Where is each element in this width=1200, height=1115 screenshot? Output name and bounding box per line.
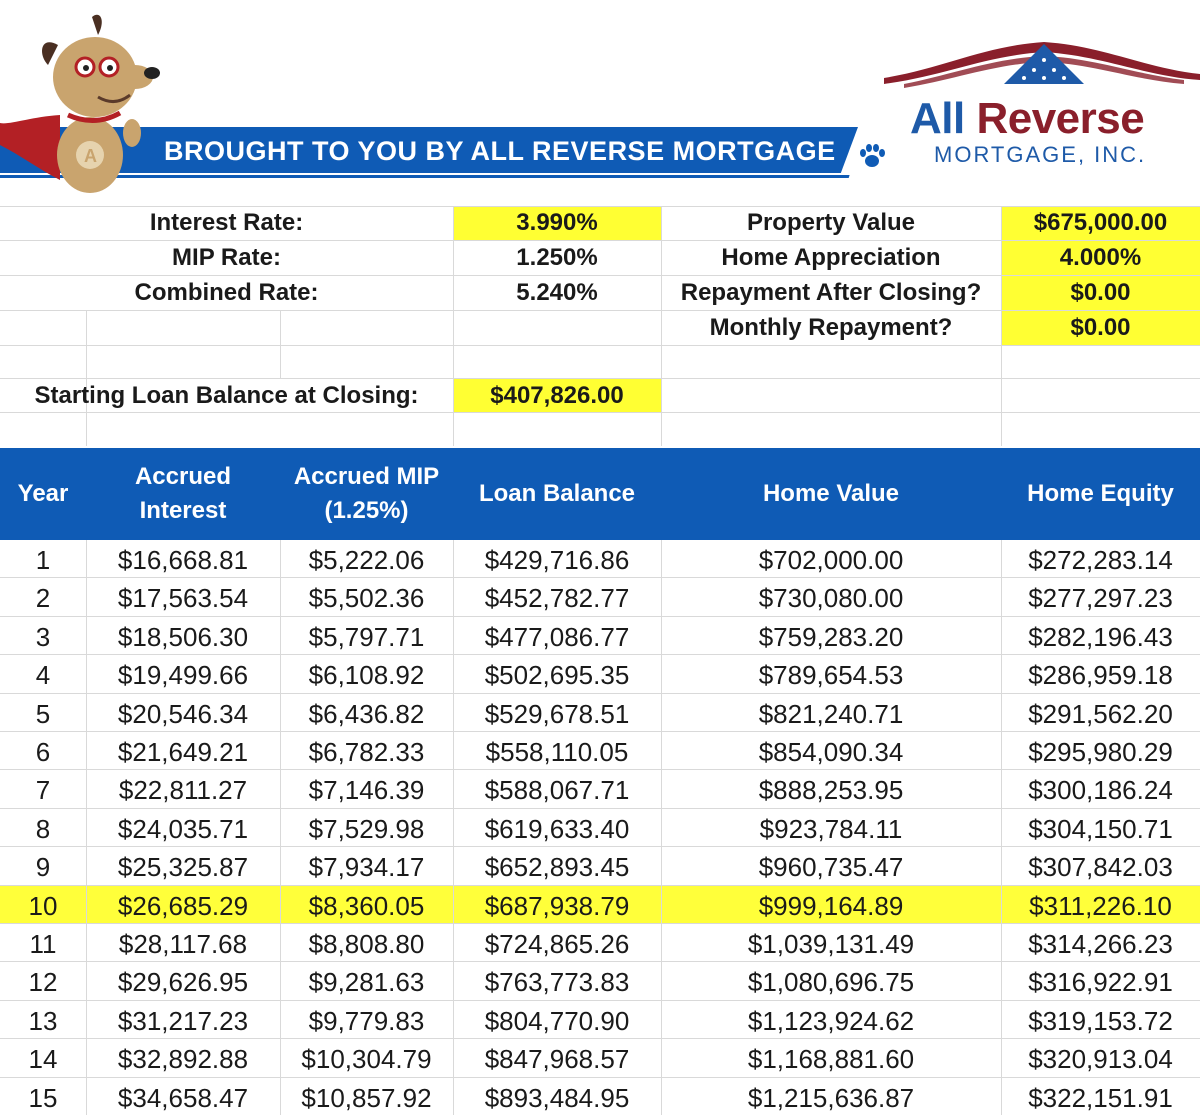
cell-home-equity: $319,153.72 [1028, 1005, 1173, 1036]
interest-rate-label: Interest Rate: [149, 209, 304, 236]
cell-accrued-mip: $6,782.33 [308, 737, 425, 767]
cell-home-value: $1,123,924.62 [747, 1005, 915, 1036]
table-row [0, 1039, 1200, 1077]
header-accrued-interest: Accrued Interest [134, 463, 232, 524]
cell-home-equity: $295,980.29 [1028, 737, 1173, 767]
cell-accrued-mip: $7,146.39 [308, 775, 425, 806]
cell-home-value: $1,080,696.75 [747, 967, 915, 998]
table-row [0, 617, 1200, 655]
cell-accrued-mip: $9,281.63 [308, 967, 425, 998]
cell-home-value: $1,039,131.49 [747, 929, 915, 959]
cell-loan-balance: $477,086.77 [484, 621, 630, 652]
banner-text: BROUGHT TO YOU BY ALL REVERSE MORTGAGE [164, 136, 836, 166]
cell-home-value: $789,654.53 [758, 660, 904, 691]
cell-accrued-mip: $10,857.92 [301, 1082, 432, 1113]
cell-home-equity: $272,283.14 [1028, 545, 1173, 575]
header-home-equity: Home Equity [1027, 480, 1174, 507]
gridline [86, 310, 87, 446]
cell-home-equity: $277,297.23 [1028, 583, 1173, 614]
cell-loan-balance: $429,716.86 [484, 545, 630, 575]
logo-name-all: All [910, 94, 965, 143]
cell-accrued-interest: $34,658.47 [117, 1082, 249, 1113]
cell-accrued-interest: $31,217.23 [117, 1005, 249, 1036]
gridline [0, 345, 1200, 346]
logo-roof-icon [884, 38, 1200, 90]
logo-subtitle: MORTGAGE, INC. [934, 142, 1147, 167]
header-year: Year [17, 480, 69, 507]
table-row [0, 886, 1200, 924]
cell-home-value: $999,164.89 [758, 890, 904, 921]
cell-accrued-mip: $7,529.98 [308, 813, 425, 844]
cell-accrued-interest: $17,563.54 [117, 583, 249, 614]
cell-loan-balance: $893,484.95 [484, 1082, 630, 1113]
company-logo [880, 38, 1200, 168]
home-appreciation-value[interactable]: 4.000% [1059, 244, 1142, 271]
table-header [0, 448, 1200, 540]
column-divider [86, 540, 87, 1115]
cell-year: 1 [35, 545, 51, 575]
cell-year: 15 [28, 1082, 58, 1113]
cell-year: 8 [35, 813, 51, 844]
table-row [0, 809, 1200, 847]
cell-accrued-mip: $9,779.83 [308, 1005, 425, 1036]
header-accrued-mip: Accrued MIP (1.25%) [293, 463, 440, 524]
combined-rate-label: Combined Rate: [134, 279, 319, 306]
cell-loan-balance: $452,782.77 [484, 583, 630, 614]
table-row [0, 962, 1200, 1000]
cell-accrued-mip: $7,934.17 [308, 852, 425, 883]
property-value-label: Property Value [746, 209, 916, 236]
cell-home-value: $821,240.71 [758, 698, 904, 729]
cell-loan-balance: $804,770.90 [484, 1005, 630, 1036]
cell-home-equity: $316,922.91 [1028, 967, 1173, 998]
cell-year: 13 [28, 1005, 58, 1036]
cell-accrued-mip: $10,304.79 [301, 1044, 432, 1075]
column-divider [453, 540, 454, 1115]
cell-home-equity: $311,226.10 [1029, 890, 1172, 921]
starting-balance-value[interactable]: $407,826.00 [490, 382, 624, 409]
cell-home-equity: $322,151.91 [1028, 1082, 1173, 1113]
repayment-after-closing-label: Repayment After Closing? [680, 279, 982, 306]
cell-home-equity: $300,186.24 [1028, 775, 1173, 806]
cell-loan-balance: $588,067.71 [484, 775, 630, 806]
gridline [280, 310, 281, 378]
table-row [0, 847, 1200, 885]
header-loan-balance: Loan Balance [478, 480, 636, 507]
table-row [0, 1078, 1200, 1115]
cell-accrued-interest: $22,811.27 [118, 775, 248, 806]
cell-home-equity: $291,562.20 [1028, 698, 1173, 729]
mip-rate-value: 1.250% [516, 244, 598, 271]
cell-accrued-interest: $24,035.71 [117, 813, 249, 844]
cell-accrued-interest: $20,546.34 [117, 698, 249, 729]
cell-home-equity: $282,196.43 [1028, 621, 1173, 652]
table-row [0, 924, 1200, 962]
cell-accrued-mip: $6,436.82 [308, 698, 425, 729]
cell-year: 12 [28, 967, 58, 998]
cell-loan-balance: $763,773.83 [484, 967, 630, 998]
cell-accrued-mip: $8,808.80 [308, 929, 425, 959]
table-row [0, 655, 1200, 693]
cell-year: 9 [35, 852, 51, 883]
interest-rate-value[interactable]: 3.990% [516, 209, 598, 236]
cell-loan-balance: $652,893.45 [484, 852, 630, 883]
cell-home-equity: $320,913.04 [1028, 1044, 1173, 1075]
loan-summary [0, 206, 1200, 446]
cell-accrued-interest: $25,325.87 [117, 852, 249, 883]
column-divider [280, 540, 281, 1115]
monthly-repayment-label: Monthly Repayment? [709, 314, 953, 341]
mascot-icon [0, 5, 175, 200]
logo-name [910, 94, 1144, 144]
repayment-after-closing-value[interactable]: $0.00 [1070, 279, 1131, 306]
combined-rate-value: 5.240% [516, 279, 598, 306]
cell-year: 6 [35, 737, 51, 767]
cell-loan-balance: $724,865.26 [484, 929, 630, 959]
cell-home-value: $702,000.00 [758, 545, 904, 575]
cell-accrued-mip: $5,502.36 [308, 583, 425, 614]
property-value-value[interactable]: $675,000.00 [1033, 209, 1168, 236]
mip-rate-label: MIP Rate: [172, 244, 281, 271]
table-row [0, 694, 1200, 732]
cell-home-value: $854,090.34 [758, 737, 904, 767]
table-row [0, 540, 1200, 578]
column-divider [1001, 540, 1002, 1115]
cell-home-value: $730,080.00 [758, 583, 904, 614]
cell-accrued-interest: $26,685.29 [117, 890, 249, 921]
cell-year: 2 [35, 583, 51, 614]
header-home-value: Home Value [762, 480, 900, 507]
cell-year: 11 [29, 929, 57, 959]
cell-accrued-mip: $6,108.92 [308, 660, 425, 691]
cell-home-equity: $314,266.23 [1028, 929, 1173, 959]
header [0, 0, 1200, 200]
cell-accrued-interest: $21,649.21 [117, 737, 249, 767]
cell-accrued-interest: $18,506.30 [117, 621, 249, 652]
cell-accrued-interest: $29,626.95 [117, 967, 249, 998]
svg-text:A: A [84, 146, 97, 166]
cell-accrued-mip: $5,222.06 [308, 545, 425, 575]
cell-home-value: $888,253.95 [758, 775, 904, 806]
home-appreciation-label: Home Appreciation [721, 244, 941, 271]
logo-name-reverse: Reverse [976, 94, 1145, 143]
cell-year: 5 [35, 698, 51, 729]
cell-home-value: $1,215,636.87 [747, 1082, 915, 1113]
cell-home-equity: $304,150.71 [1028, 813, 1173, 844]
cell-loan-balance: $558,110.05 [485, 737, 629, 767]
cell-accrued-interest: $16,668.81 [117, 545, 249, 575]
cell-year: 10 [28, 890, 58, 921]
cell-year: 14 [28, 1044, 58, 1075]
cell-year: 7 [35, 775, 51, 806]
cell-home-equity: $307,842.03 [1028, 852, 1173, 883]
cell-year: 4 [35, 660, 51, 691]
table-row [0, 578, 1200, 616]
cell-home-value: $923,784.11 [759, 813, 903, 844]
table-row [0, 1001, 1200, 1039]
cell-home-value: $759,283.20 [758, 621, 904, 652]
cell-accrued-mip: $5,797.71 [308, 621, 425, 652]
table-row [0, 732, 1200, 770]
cell-loan-balance: $619,633.40 [484, 813, 630, 844]
column-divider [661, 540, 662, 1115]
cell-loan-balance: $847,968.57 [484, 1044, 630, 1075]
monthly-repayment-value[interactable]: $0.00 [1070, 314, 1131, 341]
cell-accrued-interest: $28,117.68 [118, 929, 248, 959]
cell-accrued-interest: $19,499.66 [117, 660, 249, 691]
cell-loan-balance: $502,695.35 [484, 660, 630, 691]
cell-accrued-mip: $8,360.05 [308, 890, 425, 921]
cell-loan-balance: $687,938.79 [484, 890, 630, 921]
cell-loan-balance: $529,678.51 [484, 698, 630, 729]
table-row [0, 770, 1200, 808]
cell-accrued-interest: $32,892.88 [117, 1044, 249, 1075]
cell-home-equity: $286,959.18 [1028, 660, 1173, 691]
starting-balance-label: Starting Loan Balance at Closing: [34, 382, 419, 409]
cell-home-value: $960,735.47 [758, 852, 904, 883]
cell-year: 3 [35, 621, 51, 652]
cell-home-value: $1,168,881.60 [747, 1044, 915, 1075]
